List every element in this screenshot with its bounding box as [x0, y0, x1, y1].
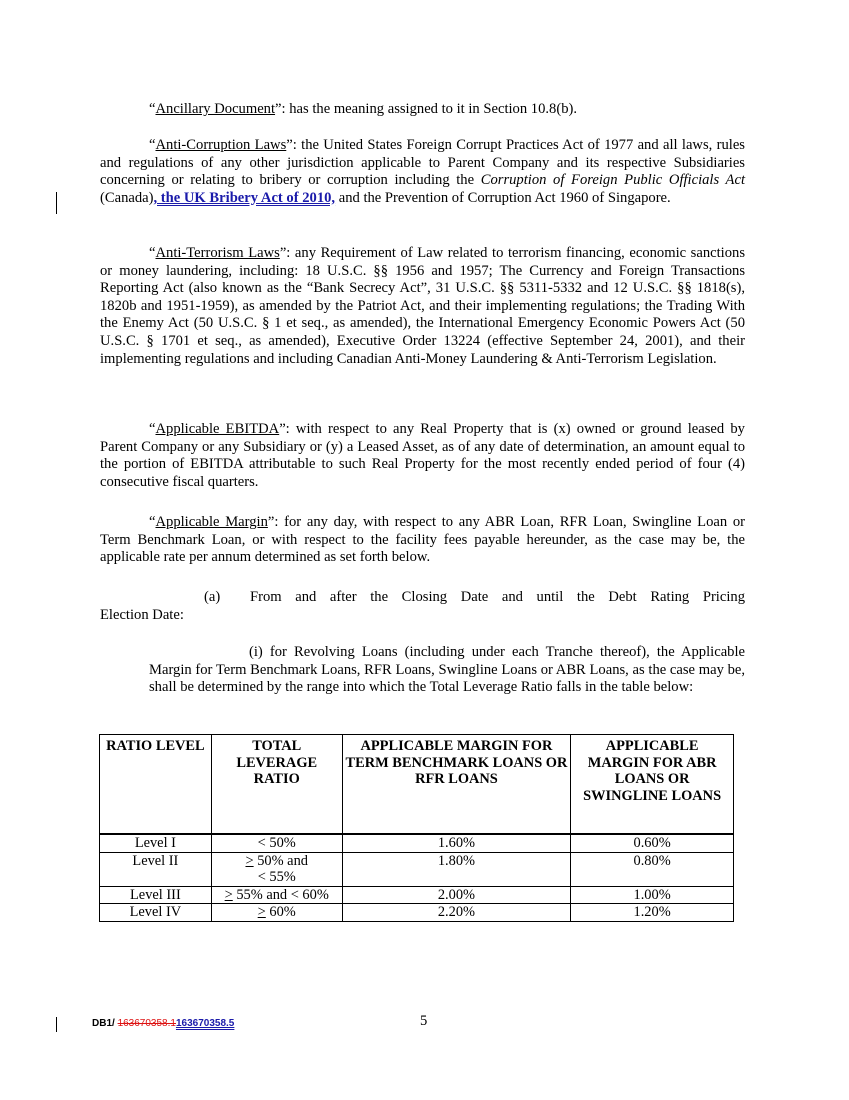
abr-margin-cell: 1.20%: [571, 904, 734, 922]
deleted-document-id: 163670358.1: [117, 1018, 176, 1029]
clause-a-i: (i) for Revolving Loans (including under each Tranche thereof), the Applicable Margin for Term Benchmark Loans, RFR Loans, Swingline Loans or ABR Loans, as the case may be, shall be determined by the range into which the Total Leverage Ratio falls in the table below:: [149, 644, 745, 696]
definition-ancillary-document: “Ancillary Document”: has the meaning assigned to it in Section 10.8(b).: [149, 101, 578, 117]
table-row: [100, 852, 734, 886]
table-row: [100, 886, 734, 904]
ratio-cell: < 50%: [211, 834, 342, 852]
definition-anti-terrorism-laws: “Anti-Terrorism Laws”: any Requirement of Law related to terrorism financing, economic sanctions or money laundering, including: 18 U.S.C. §§ 1956 and 1957; The Currency and Foreign Transactions Reporting Act (also known as the “Bank Secrecy Act”, 31 U.S.C. §§ 5311-5332 and 12 U.S.C. §§ 1818(s), 1820b and 1951-1959), as amended by the Patriot Act, and their implementing regulations; the Trading With the Enemy Act (50 U.S.C. § 1 et seq., as amended), the International Emergency Economic Powers Act (50 U.S.C. § 1701 et seq., as amended), Executive Order 13224 (effective September 24, 2001), and their implementing regulations and including Canadian Anti-Money Laundering & Anti-Terrorism Legislation.: [100, 245, 745, 367]
clause-text: From and after the Closing Date and until the Debt Rating Pricing: [250, 589, 745, 605]
ratio-cell: > 55% and < 60%: [211, 886, 342, 904]
clause-a: [100, 589, 745, 625]
defined-term: Ancillary Document: [155, 101, 276, 117]
header-term-benchmark-margin: APPLICABLE MARGIN FOR TERM BENCHMARK LOANS OR RFR LOANS: [342, 735, 571, 835]
ratio-cell: > 50% and < 55%: [211, 852, 342, 886]
definition-anti-corruption-laws: “Anti-Corruption Laws”: the United States Foreign Corrupt Practices Act of 1977 and all laws, rules and regulations of any other jurisdiction applicable to Parent Company and its respective Subsidiaries concerning or relating to bribery or corruption including the Corruption of Foreign Public Officials Act (Canada), the UK Bribery Act of 2010, and the Prevention of Corruption Act 1960 of Singapore.: [100, 137, 745, 206]
defined-term: Anti-Terrorism Laws: [155, 245, 280, 261]
defined-term: Anti-Corruption Laws: [155, 137, 287, 153]
change-bar: [56, 1017, 57, 1032]
inserted-text: , the UK Bribery Act of 2010,: [153, 189, 336, 206]
clause-text-continued: Election Date:: [100, 606, 184, 623]
term-margin-cell: 1.60%: [342, 834, 571, 852]
abr-margin-cell: 0.80%: [571, 852, 734, 886]
table-header-row: [100, 735, 734, 835]
level-cell: Level I: [100, 834, 212, 852]
level-cell: Level III: [100, 886, 212, 904]
header-abr-margin: APPLICABLE MARGIN FOR ABR LOANS OR SWINGLINE LOANS: [571, 735, 734, 835]
term-margin-cell: 1.80%: [342, 852, 571, 886]
applicable-margin-table: [99, 734, 734, 922]
level-cell: Level IV: [100, 904, 212, 922]
abr-margin-cell: 1.00%: [571, 886, 734, 904]
definition-applicable-margin: “Applicable Margin”: for any day, with respect to any ABR Loan, RFR Loan, Swingline Loan or Term Benchmark Loan, or with respect to the facility fees payable hereunder, as the case may be, the applicable rate per annum determined as set forth below.: [100, 514, 745, 566]
header-total-leverage-ratio: TOTAL LEVERAGE RATIO: [211, 735, 342, 835]
term-margin-cell: 2.20%: [342, 904, 571, 922]
defined-term: Applicable EBITDA: [155, 421, 280, 437]
new-document-id: 163670358.5: [175, 1018, 235, 1029]
level-cell: Level II: [100, 852, 212, 886]
clause-label: (a): [204, 589, 221, 605]
change-bar: [56, 192, 57, 214]
abr-margin-cell: 0.60%: [571, 834, 734, 852]
table-row: [100, 904, 734, 922]
table-row: [100, 834, 734, 852]
defined-term: Applicable Margin: [155, 514, 268, 530]
definition-applicable-ebitda: “Applicable EBITDA”: with respect to any Real Property that is (x) owned or ground leased by Parent Company or any Subsidiary or (y) a Leased Asset, as of any date of determination, an amount equal to the portion of EBITDA attributable to such Real Property for the most recently ended period of four (4) consecutive fiscal quarters.: [100, 421, 745, 490]
header-ratio-level: RATIO LEVEL: [100, 735, 212, 835]
page-number: 5: [420, 1013, 428, 1029]
ratio-cell: > 60%: [211, 904, 342, 922]
document-id: DB1/ 163670358.1163670358.5: [92, 1018, 235, 1029]
term-margin-cell: 2.00%: [342, 886, 571, 904]
